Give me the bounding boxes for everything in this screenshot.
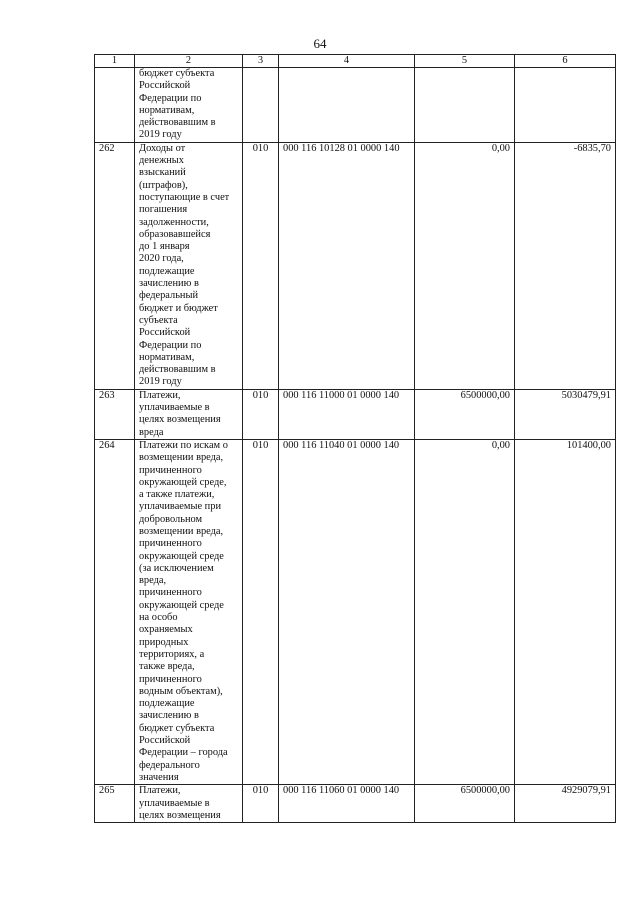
row-name: Платежи, уплачиваемые в целях возмещения <box>135 785 243 823</box>
row-fact: 4929079,91 <box>515 785 616 823</box>
row-kbk <box>279 68 415 143</box>
row-name: Доходы от денежных взысканий (штрафов), поступающие в счет погашения задолженности, образовавшейся до 1 января 2020 года, подлежащие зачислению в федеральный бюджет и бюджет субъекта Российской Федерации по нормативам, действовавшим в 2019 году <box>135 142 243 389</box>
row-fact <box>515 68 616 143</box>
column-header: 1 <box>95 55 135 68</box>
table-row <box>95 68 616 143</box>
row-fact: 5030479,91 <box>515 389 616 439</box>
row-plan: 0,00 <box>415 142 515 389</box>
row-code: 010 <box>243 785 279 823</box>
row-number: 263 <box>95 389 135 439</box>
row-kbk: 000 116 11040 01 0000 140 <box>279 439 415 784</box>
row-kbk: 000 116 10128 01 0000 140 <box>279 142 415 389</box>
table-row <box>95 439 616 784</box>
column-header: 3 <box>243 55 279 68</box>
table-row <box>95 389 616 439</box>
row-fact: -6835,70 <box>515 142 616 389</box>
row-code <box>243 68 279 143</box>
page-number: 64 <box>313 36 327 51</box>
row-plan: 6500000,00 <box>415 785 515 823</box>
table-header-row <box>95 55 616 68</box>
row-number: 262 <box>95 142 135 389</box>
table-row <box>95 142 616 389</box>
table-row <box>95 785 616 823</box>
row-code: 010 <box>243 142 279 389</box>
row-kbk: 000 116 11060 01 0000 140 <box>279 785 415 823</box>
column-header: 5 <box>415 55 515 68</box>
column-header: 6 <box>515 55 616 68</box>
row-fact: 101400,00 <box>515 439 616 784</box>
row-plan: 0,00 <box>415 439 515 784</box>
revenue-table <box>94 54 616 823</box>
row-name: Платежи по искам о возмещении вреда, причиненного окружающей среде, а также платежи, уплачиваемые при добровольном возмещении вреда, причиненного окружающей среде (за исключением вреда, причиненного окружающей среде на особо охраняемых природных территориях, а также вреда, причиненного водным объектам), подлежащие зачислению в бюджет субъекта Российской Федерации – города федерального значения <box>135 439 243 784</box>
row-plan: 6500000,00 <box>415 389 515 439</box>
row-number: 264 <box>95 439 135 784</box>
row-name: Платежи, уплачиваемые в целях возмещения вреда <box>135 389 243 439</box>
row-number: 265 <box>95 785 135 823</box>
column-header: 2 <box>135 55 243 68</box>
row-code: 010 <box>243 389 279 439</box>
row-plan <box>415 68 515 143</box>
column-header: 4 <box>279 55 415 68</box>
row-name: бюджет субъекта Российской Федерации по нормативам, действовавшим в 2019 году <box>135 68 243 143</box>
row-kbk: 000 116 11000 01 0000 140 <box>279 389 415 439</box>
row-number <box>95 68 135 143</box>
row-code: 010 <box>243 439 279 784</box>
